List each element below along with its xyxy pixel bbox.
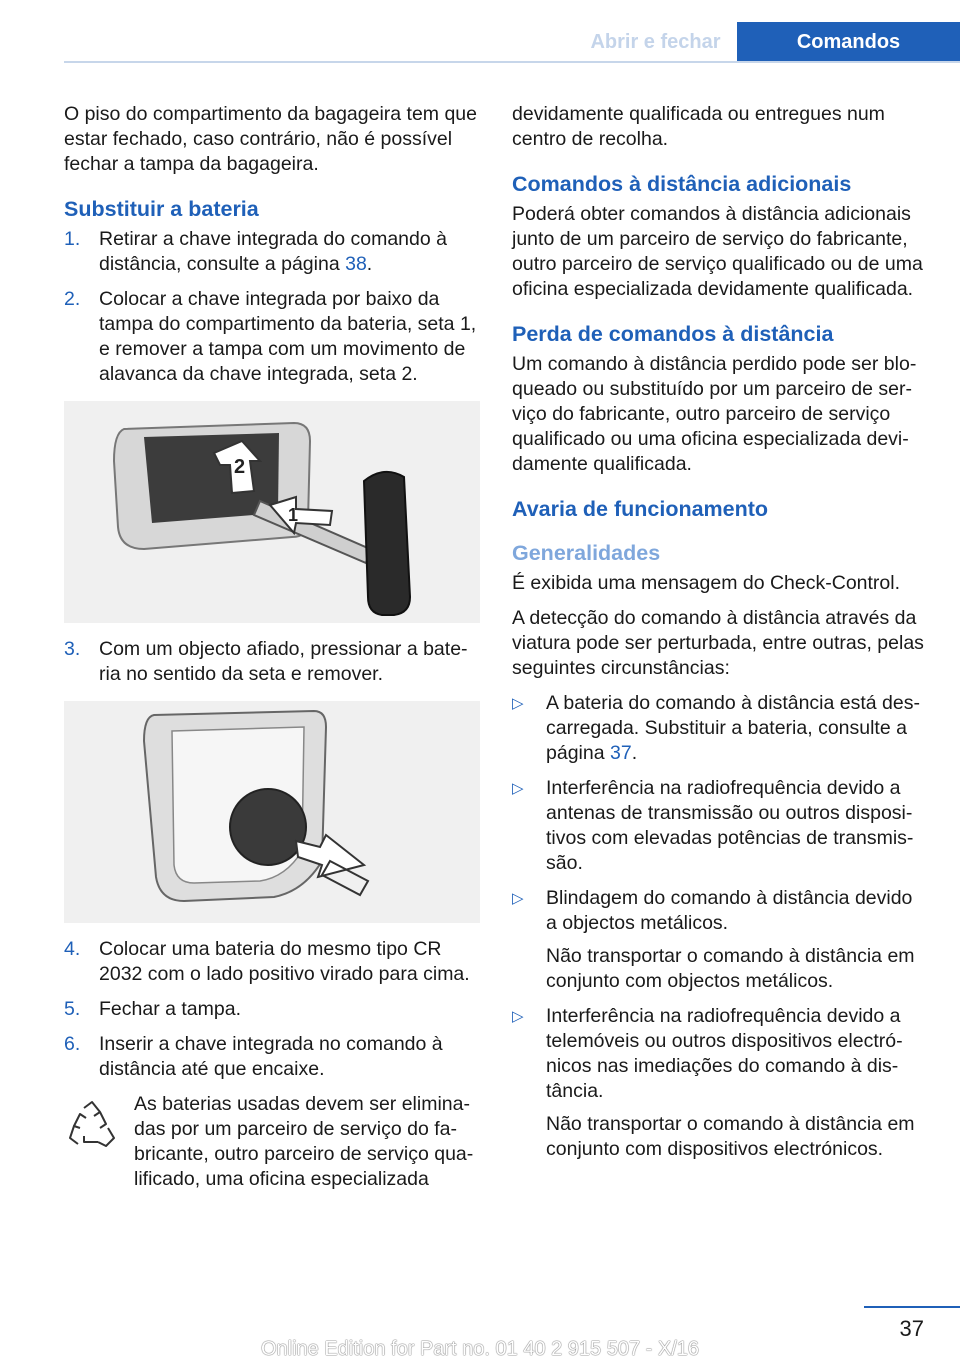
step-item (64, 1032, 480, 1082)
general-paragraph-2: A detecção do comando à distância através da viatura pode ser perturbada, entre outras, pelas seguintes circunstâncias: (512, 607, 924, 679)
arrow-label-2: 2 (234, 456, 246, 478)
recycle-icon (64, 1098, 118, 1152)
step-text-end: . (366, 253, 373, 275)
heading-additional-remotes: Comandos à distância adicionais (512, 172, 852, 196)
figure-battery-removal (64, 701, 480, 923)
recycle-note (64, 1092, 480, 1192)
heading-general: Generalidades (512, 541, 661, 565)
step-item (64, 937, 480, 987)
step-text: Colocar uma bateria do mesmo tipo CR 2032 com o lado positivo virado para cima. (99, 938, 470, 985)
header-divider (64, 61, 960, 63)
page-number: 37 (899, 1316, 924, 1341)
bullet-subtext: Não transportar o comando à distância em conjunto com objectos metálicos. (546, 945, 915, 992)
step-text: Retirar a chave integrada do comando à distância, consulte a página (99, 228, 447, 275)
edition-footer: Online Edition for Part no. 01 40 2 915 507 - X/16 (260, 1338, 700, 1360)
continuation-paragraph: devidamente qualificada ou entregues num centro de recolha. (512, 103, 885, 150)
step-number: 1. (64, 228, 81, 250)
lost-remotes-paragraph: Um comando à distância perdido pode ser bloqueado ou substituído por um parceiro de serviço do fabricante, outro parceiro de serviço qualificado ou uma oficina especializada devidamente qualificada. (512, 353, 917, 475)
steps-list-a (64, 227, 480, 387)
tab-controls[interactable]: Comandos (737, 22, 960, 63)
step-item (64, 637, 480, 687)
left-column (64, 102, 480, 1192)
step-item (64, 287, 480, 387)
bullet-text-end: . (631, 742, 638, 764)
list-item (512, 886, 928, 994)
step-text: Fechar a tampa. (99, 998, 241, 1020)
intro-paragraph: O piso do compartimento da bagageira tem que estar fechado, caso contrário, não é possível fechar a tampa da bagageira. (64, 103, 477, 175)
list-item (512, 1004, 928, 1162)
battery-removal-illustration (64, 701, 480, 923)
bullet-text: Interferência na radiofrequência devido a antenas de transmissão ou outros dispositivos com elevadas potências de transmissão. (546, 777, 914, 874)
step-text: Com um objecto afiado, pressionar a bateria no sentido da seta e remover. (99, 638, 468, 685)
heading-replace-battery: Substituir a bateria (64, 197, 259, 221)
figure-key-removal (64, 401, 480, 623)
heading-lost-remotes: Perda de comandos à distância (512, 322, 834, 346)
bullet-triangle-icon: ▷ (512, 780, 524, 797)
step-number: 4. (64, 938, 81, 960)
bullet-subtext: Não transportar o comando à distância em conjunto com dispositivos electrónicos. (546, 1113, 915, 1160)
step-item (64, 997, 480, 1022)
arrow-label-1: 1 (288, 505, 299, 525)
bullet-triangle-icon: ▷ (512, 1008, 524, 1025)
tab-open-close[interactable]: Abrir e fechar (590, 31, 721, 53)
page-link[interactable]: 37 (609, 742, 632, 764)
additional-remotes-paragraph: Poderá obter comandos à distância adicionais junto de um parceiro de serviço do fabricante, outro parceiro de serviço qualificado ou de uma oficina especializada devidamente qualificada. (512, 203, 923, 300)
steps-list-c (64, 937, 480, 1082)
circumstances-list (512, 691, 928, 1162)
general-paragraph-1: É exibida uma mensagem do Check-Control. (512, 572, 901, 594)
list-item (512, 691, 928, 766)
step-item (64, 227, 480, 277)
list-item (512, 776, 928, 876)
footer-divider (864, 1306, 960, 1308)
page-link[interactable]: 38 (345, 253, 367, 275)
step-text: Inserir a chave integrada no comando à distância até que encaixe. (99, 1033, 443, 1080)
step-text: Colocar a chave integrada por baixo da tampa do compartimento da bateria, seta 1, e remover a tampa com um movimento de alavanca da chave integrada, seta 2. (99, 288, 477, 385)
bullet-triangle-icon: ▷ (512, 695, 524, 712)
step-number: 2. (64, 288, 81, 310)
bullet-text: Blindagem do comando à distância devido a objectos metálicos. (546, 887, 913, 934)
right-column (512, 102, 928, 1172)
recycle-note-text: As baterias usadas devem ser eliminadas por um parceiro de serviço do fabricante, outro parceiro de serviço qualificado, uma oficina especializada (134, 1093, 474, 1190)
bullet-text: A bateria do comando à distância está descarregada. Substituir a bateria, consulte a página (546, 692, 920, 764)
step-number: 6. (64, 1033, 81, 1055)
steps-list-b (64, 637, 480, 687)
key-removal-illustration (64, 401, 480, 623)
heading-malfunction: Avaria de funcionamento (512, 497, 769, 521)
bullet-triangle-icon: ▷ (512, 890, 524, 907)
step-number: 3. (64, 638, 81, 660)
bullet-text: Interferência na radiofrequência devido a telemóveis ou outros dispositivos electrónicos nas imediações do comando à distância. (546, 1005, 903, 1102)
step-number: 5. (64, 998, 81, 1020)
